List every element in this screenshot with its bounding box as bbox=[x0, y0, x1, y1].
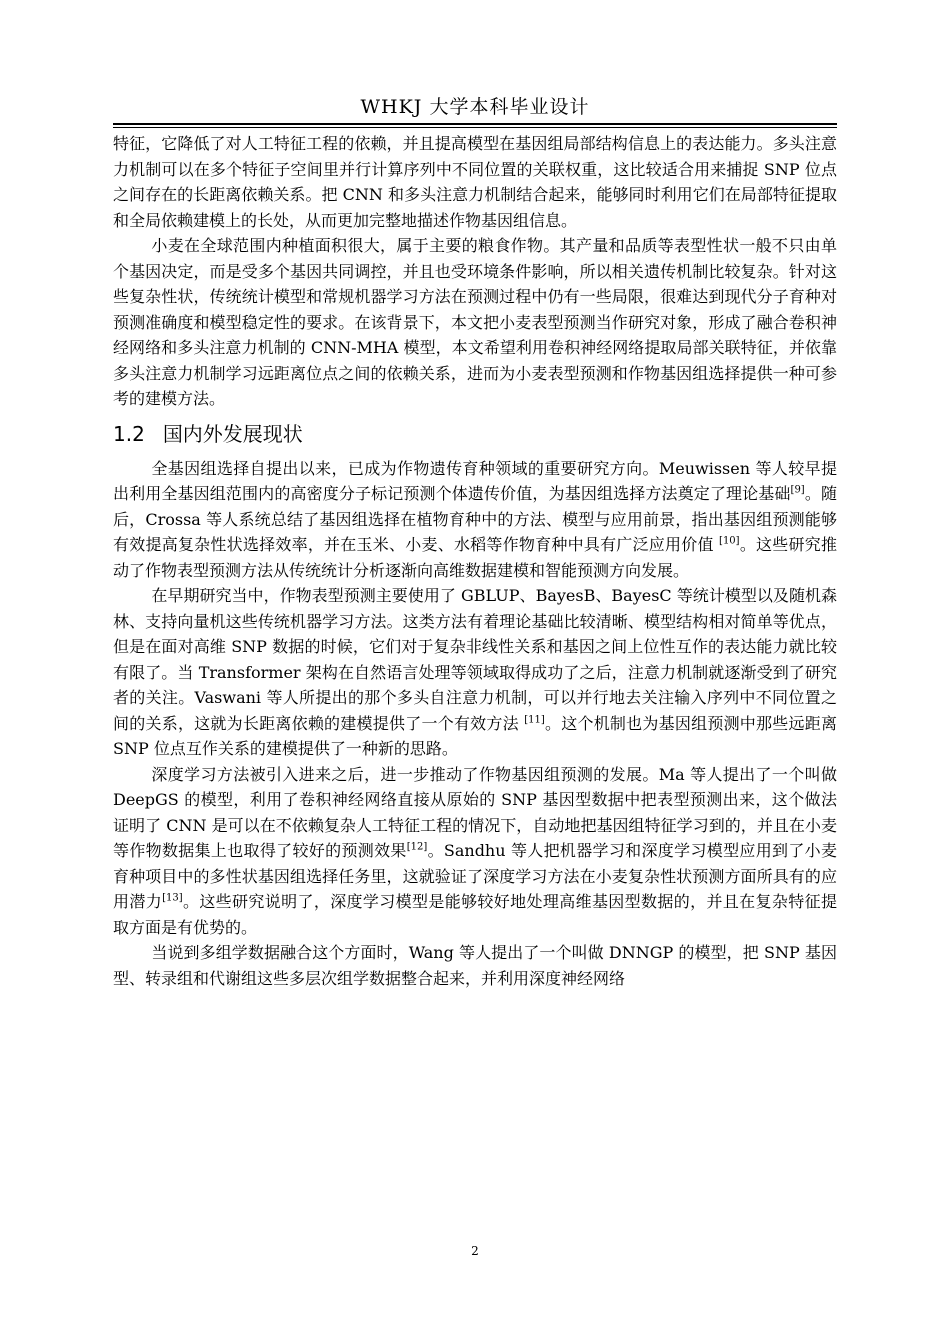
paragraph-continuation: 特征，它降低了对人工特征工程的依赖，并且提高模型在基因组局部结构信息上的表达能力。多头注意力机制可以在多个特征子空间里并行计算序列中不同位置的关联权重，这比较适合用来捕捉 SNP 位点之间存在的长距离依赖关系。把 CNN 和多头注意力机制结合起来，能够同时利用它们在局部特征提取和全局依赖建模上的长处，从而更加完整地描述作物基因组信息。 bbox=[113, 134, 837, 230]
body-content bbox=[113, 131, 837, 991]
text-span: 在早期研究当中，作物表型预测主要使用了 GBLUP、BayesB、BayesC 等统计模型以及随机森林、支持向量机这些传统机器学习方法。这类方法有着理论基础比较清晰、模型结构相对简单等优点，但是在面对高维 SNP 数据的时候，它们对于复杂非线性关系和基因之间上位性互作的表达能力就比较有限了。当 Transformer 架构在自然语言处理等领域取得成功了之后，注意力机制就逐渐受到了研究者的关注。Vaswani 等人所提出的那个多头自注意力机制，可以并行地去关注输入序列中不同位置之间的关系，这就为长距离依赖的建模提供了一个有效方法 bbox=[113, 586, 837, 733]
section-title: 国内外发展现状 bbox=[162, 421, 303, 446]
text-span: 。这个机制也为基因组预测中那些远距离 SNP 位点互作关系的建模提供了一种新的思路。 bbox=[113, 713, 837, 758]
paragraph-early-methods bbox=[113, 583, 837, 762]
paragraph-multi-omics: 当说到多组学数据融合这个方面时，Wang 等人提出了一个叫做 DNNGP 的模型，把 SNP 基因型、转录组和代谢组这些多层次组学数据整合起来，并利用深度神经网络 bbox=[113, 943, 837, 988]
text-span: 。Sandhu 等人把机器学习和深度学习模型应用到了小麦育种项目中的多性状基因组选择任务里，这就验证了深度学习方法在小麦复杂性状预测方面所具有的应用潜力 bbox=[113, 841, 837, 911]
header-rule-thick bbox=[113, 123, 837, 125]
citation-ref: [11] bbox=[524, 714, 545, 726]
text-span: 全基因组选择自提出以来，已成为作物遗传育种领域的重要研究方向。Meuwissen 等人较早提出利用全基因组范围内的高密度分子标记预测个体遗传价值，为基因组选择方法奠定了理论基础 bbox=[113, 458, 837, 503]
paragraph-deep-learning bbox=[113, 762, 837, 941]
citation-ref: [12] bbox=[406, 841, 428, 853]
running-header: WHKJ 大学本科毕业设计 bbox=[360, 96, 590, 118]
text-span: 。这些研究说明了，深度学习模型是能够较好地处理高维基因型数据的，并且在复杂特征提取方面是有优势的。 bbox=[113, 892, 837, 937]
citation-ref: [9] bbox=[790, 484, 805, 496]
citation-ref: [13] bbox=[162, 892, 183, 904]
text-span: 深度学习方法被引入进来之后，进一步推动了作物基因组预测的发展。Ma 等人提出了一个叫做 DeepGS 的模型，利用了卷积神经网络直接从原始的 SNP 基因型数据中把表型预测出来，这个做法证明了 CNN 是可以在不依赖复杂人工特征工程的情况下，自动地把基因组特征学习到的，并且在小麦等作物数据集上也取得了较好的预测效果 bbox=[113, 764, 837, 860]
header-rule-thin bbox=[113, 127, 837, 128]
section-number: 1.2 bbox=[113, 421, 145, 446]
text-span: 。这些研究推动了作物表型预测方法从传统统计分析逐渐向高维数据建模和智能预测方向发展。 bbox=[113, 535, 837, 580]
paragraph-genomic-selection bbox=[113, 456, 837, 584]
citation-ref: [10] bbox=[719, 535, 740, 547]
page-number: 2 bbox=[471, 1244, 479, 1258]
section-heading bbox=[113, 416, 837, 452]
text-span: 。随后，Crossa 等人系统总结了基因组选择在植物育种中的方法、模型与应用前景，指出基因组预测能够有效提高复杂性状选择效率，并在玉米、小麦、水稻等作物育种中具有广泛应用价值 bbox=[113, 484, 837, 554]
paragraph-wheat-background: 小麦在全球范围内种植面积很大，属于主要的粮食作物。其产量和品质等表型性状一般不只由单个基因决定，而是受多个基因共同调控，并且也受环境条件影响，所以相关遗传机制比较复杂。针对这些复杂性状，传统统计模型和常规机器学习方法在预测过程中仍有一些局限，很难达到现代分子育种对预测准确度和模型稳定性的要求。在该背景下，本文把小麦表型预测当作研究对象，形成了融合卷积神经网络和多头注意力机制的 CNN-MHA 模型，本文希望利用卷积神经网络提取局部关联特征，并依靠多头注意力机制学习远距离位点之间的依赖关系，进而为小麦表型预测和作物基因组选择提供一种可参考的建模方法。 bbox=[113, 236, 837, 408]
